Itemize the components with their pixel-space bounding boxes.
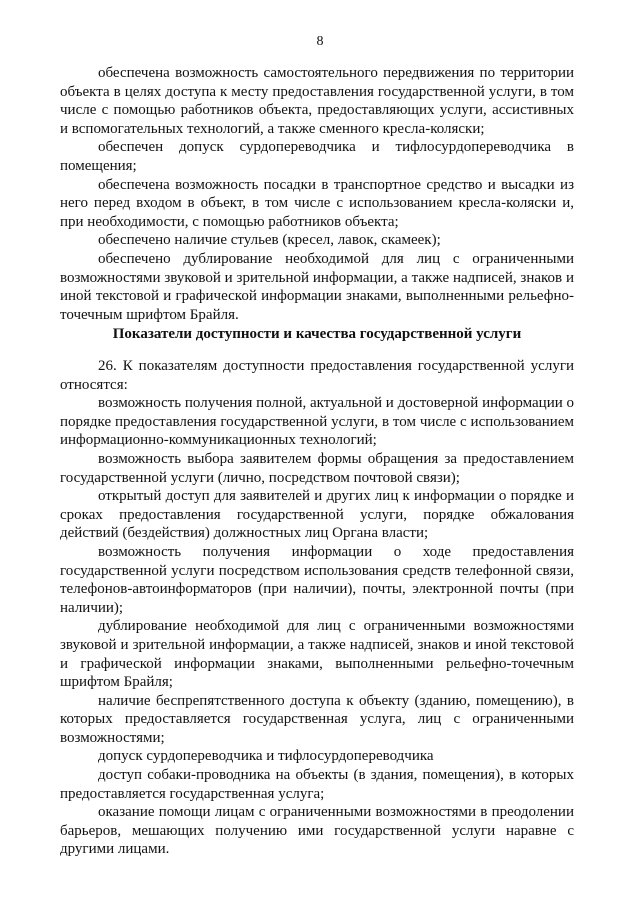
page-number: 8 [316, 34, 324, 49]
paragraph: оказание помощи лицам с ограниченными возможностями в преодолении барьеров, мешающих получению ими государственной услуги наравне с другими лицами. [60, 804, 574, 858]
paragraph: возможность получения полной, актуальной и достоверной информации о порядке предоставления государственной услуги, в том числе с использованием информационно-коммуникационных технологий; [60, 395, 574, 449]
section-heading: Показатели доступности и качества государственной услуги [112, 326, 522, 342]
paragraph: 26. К показателям доступности предоставления государственной услуги относятся: [60, 358, 574, 393]
paragraph: открытый доступ для заявителей и других лиц к информации о порядке и сроках предоставления государственной услуги, порядке обжалования действий (бездействия) должностных лиц Органа власти; [60, 488, 574, 542]
paragraph: доступ собаки-проводника на объекты (в здания, помещения), в которых предоставляется государственная услуга; [60, 767, 574, 802]
paragraph: обеспечен допуск сурдопереводчика и тифлосурдопереводчика в помещения; [60, 139, 574, 174]
accessibility-indicators-list [60, 357, 574, 859]
paragraph: обеспечена возможность посадки в транспортное средство и высадки из него перед входом в объект, в том числе с использованием кресла-коляски и, при необходимости, с помощью работников объекта; [60, 176, 574, 230]
paragraph: допуск сурдопереводчика и тифлосурдопереводчика [98, 748, 434, 765]
paragraph: возможность получения информации о ходе предоставления государственной услуги посредством использования средств телефонной связи, телефонов-автоинформаторов (при наличии), почты, электронной почты (при наличии); [60, 543, 574, 616]
paragraph: возможность выбора заявителем формы обращения за предоставлением государственной услуги (лично, посредством почтовой связи); [60, 450, 574, 486]
accessibility-provisions-list [60, 64, 574, 324]
paragraph: наличие беспрепятственного доступа к объекту (зданию, помещению), в которых предоставляется государственная услуга, лиц с ограниченными возможностями; [60, 692, 574, 746]
paragraph: дублирование необходимой для лиц с ограниченными возможностями звуковой и зрительной информации, а также надписей, знаков и иной текстовой и графической информации знаками, выполненными рельефно-точечным шрифтом Брайля; [60, 618, 574, 691]
paragraph: обеспечена возможность самостоятельного передвижения по территории объекта в целях доступа к месту предоставления государственной услуги, в том числе с помощью работников объекта, предоставляющих услуги, ассистивных и вспомогательных технологий, а также сменного кресла-коляски; [60, 65, 574, 137]
paragraph: обеспечено наличие стульев (кресел, лавок, скамеек); [98, 232, 441, 249]
paragraph: обеспечено дублирование необходимой для лиц с ограниченными возможностями звуковой и зрительной информации, а также надписей, знаков и иной текстовой и графической информации знаками, выполненными рельефно-точечным шрифтом Брайля. [60, 250, 574, 323]
